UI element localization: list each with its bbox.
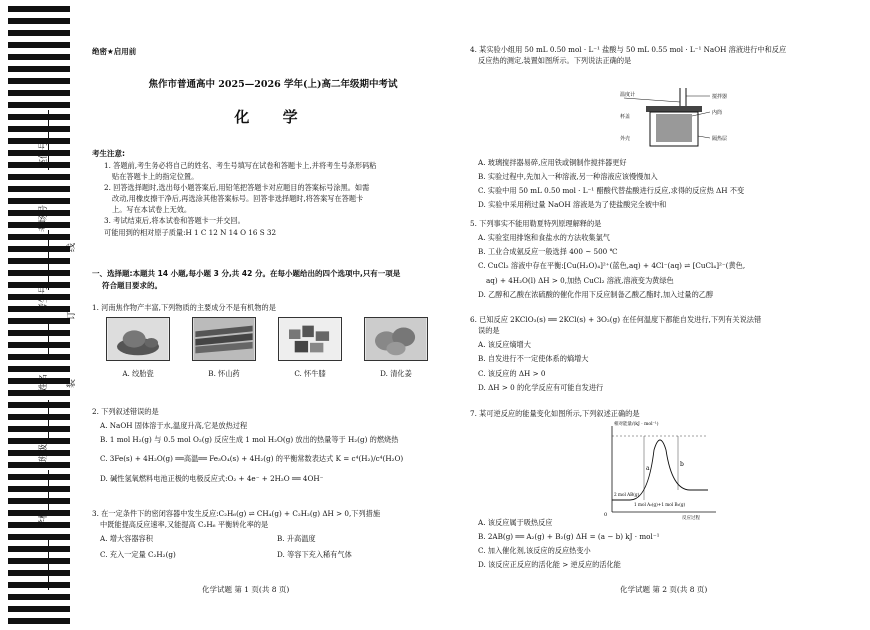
field-line [48,230,49,290]
option-label: A. 绞胎瓷 [122,369,154,379]
a-label: a [646,465,650,472]
option-label: D. 清化姜 [380,369,412,379]
school-label: 学校 [39,509,49,528]
ginger-image [364,317,428,361]
question-stem: 2. 下列叙述错误的是 [92,407,159,416]
cut-label-zhuang: 装 [67,378,77,388]
achyranthes-image [278,317,342,361]
origin-label: 0 [604,512,608,518]
option-text: C. 实验中用 50 mL 0.50 mol · L⁻¹ 醋酸代替盐酸进行反应,求得的反应热 ΔH 不变 [478,186,745,196]
option-text: B. 自发进行不一定使体系的熵增大 [478,354,589,364]
binding-stripes [8,6,70,624]
x-axis-label: 反应过程 [682,516,700,520]
option-text: A. 该反应熵增大 [478,340,531,350]
question-stem: 中既能提高反应速率,又能提高 C₂H₆ 平衡转化率的是 [100,520,269,530]
energy-diagram [600,420,720,520]
option-text: D. 乙醇和乙酸在浓硫酸的催化作用下反应制备乙酸乙酯时,加入过量的乙醇 [478,289,714,299]
question-4-options [470,154,865,211]
question-stem: 误的是 [478,326,500,336]
seat-number-label: 座位号 [39,140,49,168]
question-stem: 7. 某可逆反应的能量变化如图所示,下列叙述正确的是 [470,409,640,418]
option-text: A. 该反应属于吸热反应 [478,518,553,527]
stirrer-label: 搅拌器 [712,94,728,100]
option-label: B. 怀山药 [208,369,240,379]
notice-line: 贴在答题卡上的指定位置。 [112,171,199,181]
atomic-masses: 可能用到的相对原子质量:H 1 C 12 N 14 O 16 S 32 [104,227,277,237]
notice-line: 2. 回答选择题时,选出每小题答案后,用铅笔把答题卡对应题目的答案标号涂黑。如需 [104,182,370,192]
option-text: A. 增大容器容积 [100,534,153,544]
y-axis-label: 相对能量/(kJ · mol⁻¹) [614,422,659,427]
option-text: C. CuCl₂ 溶液中存在平衡:[Cu(H₂O)₄]²⁺(蓝色,aq) + 4Cl⁻(aq) ⇌ [CuCl₄]²⁻(黄色, [478,261,746,271]
notice-heading: 考生注意: [92,149,125,158]
notice-line: 改动,用橡皮擦干净后,再选涂其他答案标号。回答非选择题时,将答案写在答题卡 [112,194,364,204]
option-grid [92,533,454,560]
exam-title: 焦作市普通高中 2025—2026 学年(上)高二年级期中考试 [148,79,398,90]
notice-line: 1. 答题前,考生务必将自己的姓名、考生号填写在试卷和答题卡上,并将考生号条形码粘 [104,160,377,170]
question-stem: 6. 已知反应 2KClO₃(s) ══ 2KCl(s) + 3O₂(g) 在任何温度下都能自发进行,下列有关说法错 [470,315,762,324]
question-4 [470,44,865,66]
question-stem: 反应热的测定,装置如图所示。下列说法正确的是 [478,56,632,66]
cut-label-xian: 线 [67,242,77,252]
name-label: 姓名 [39,373,49,392]
question-6 [470,314,865,393]
question-2 [92,406,454,484]
option-text: D. 碱性氢氧燃料电池正极的电极反应式:O₂ + 4e⁻ + 2H₂O ══ 4OH⁻ [100,473,324,483]
option-text: D. ΔH > 0 的化学反应有可能自发进行 [478,382,604,392]
option-b-figure [192,317,256,379]
confidential-mark: 绝密★启用前 [92,47,137,56]
room-number-label: 考场号 [39,204,49,232]
option-text: B. 实验过程中,先加入一种溶液,另一种溶液应该慢慢加入 [478,172,658,182]
notice-line: 上。写在本试卷上无效。 [112,205,192,215]
option-text: D. 等容下充入稀有气体 [277,550,352,560]
option-text: B. 升高温度 [277,534,316,544]
product-label: 1 mol A₂(g)+1 mol B₂(g) [634,502,686,507]
option-text: C. 加入催化剂,该反应的反应热变小 [478,546,591,556]
field-line [48,540,49,590]
option-a-figure [106,317,170,379]
option-label: C. 怀牛膝 [294,369,326,379]
field-line [48,320,49,360]
option-text: A. 实验室用排饱和食盐水的方法收集氯气 [478,233,610,243]
question-images [92,317,454,379]
page-footer: 化学试题 第 2 页(共 8 页) [620,585,708,594]
option-text: D. 该反应正反应的活化能 > 逆反应的活化能 [478,560,621,570]
option-text: C. 充入一定量 C₂H₂(g) [100,550,176,560]
question-3 [92,508,454,561]
option-text: C. 该反应的 ΔH > 0 [478,368,546,378]
question-stem: 5. 下列事实不能用勒夏特列原理解释的是 [470,219,602,228]
shell-label: 外壳 [620,136,631,142]
page-footer: 化学试题 第 1 页(共 8 页) [202,585,290,594]
option-text: B. 工业合成氨反应一般选择 400 ~ 500 ℃ [478,247,618,257]
option-d-figure [364,317,428,379]
thermometer-label: 温度计 [620,92,636,98]
left-page [92,0,454,630]
right-page [470,0,865,630]
inner-cup-label: 内筒 [712,110,723,116]
section-heading-line: 符合题目要求的。 [102,280,162,290]
question-7-options [470,514,865,571]
section-heading [92,268,454,291]
calorimeter-diagram [620,88,740,148]
question-stem: 3. 在一定条件下的密闭容器中发生反应:C₂H₆(g) ⇌ CH₄(g) + C₂H₂(g) ΔH > 0,下列措施 [92,509,381,518]
cut-label-ding: 订 [67,310,77,320]
question-stem: 4. 某实验小组用 50 mL 0.50 mol · L⁻¹ 盐酸与 50 mL 0.55 mol · L⁻¹ NaOH 溶液进行中和反应 [470,45,787,54]
class-label: 班级 [39,443,49,462]
option-c-figure [278,317,342,379]
reactant-label: 2 mol AB(g) [614,492,640,497]
option-text: B. 1 mol H₂(g) 与 0.5 mol O₂(g) 反应生成 1 mol H₂O(g) 放出的热量等于 H₂(g) 的燃烧热 [100,435,399,445]
option-text: D. 实验中采用稍过量 NaOH 溶液是为了使盐酸完全被中和 [478,200,667,210]
field-line [48,400,49,440]
question-5 [470,218,865,300]
exam-notice [92,148,454,238]
field-line [48,470,49,510]
pottery-image [106,317,170,361]
subject-title: 化 学 [234,108,312,126]
insulation-label: 隔热层 [712,136,728,142]
option-text: A. NaOH 固体溶于水,温度升高,它是放热过程 [100,421,248,431]
binding-margin [0,0,90,630]
yam-image [192,317,256,361]
option-text: C. 3Fe(s) + 4H₂O(g) ══高温══ Fe₃O₄(s) + 4H₂(g) 的平衡常数表达式 K = c⁴(H₂)/c⁴(H₂O) [100,454,404,464]
question-1 [92,302,454,379]
option-text-cont: aq) + 4H₂O(l) ΔH > 0,加热 CuCl₂ 溶液,溶液变为黄绿色 [486,275,674,285]
section-heading-line: 一、选择题:本题共 14 小题,每小题 3 分,共 42 分。在每小题给出的四个选项中,只有一项是 [92,269,401,278]
option-text: A. 玻璃搅拌器易碎,应用铁或铜制作搅拌器更好 [478,158,627,167]
option-text: B. 2AB(g) ══ A₂(g) + B₂(g) ΔH = (a − b) kJ · mol⁻¹ [478,532,660,542]
question-stem: 1. 河南焦作物产丰富,下列物质的主要成分不是有机物的是 [92,303,276,312]
student-number-label: 考生号 [39,284,49,312]
b-label: b [680,461,684,468]
notice-line: 3. 考试结束后,将本试卷和答题卡一并交回。 [104,216,245,226]
question-7 [470,408,865,419]
cover-label: 杯盖 [620,114,631,120]
